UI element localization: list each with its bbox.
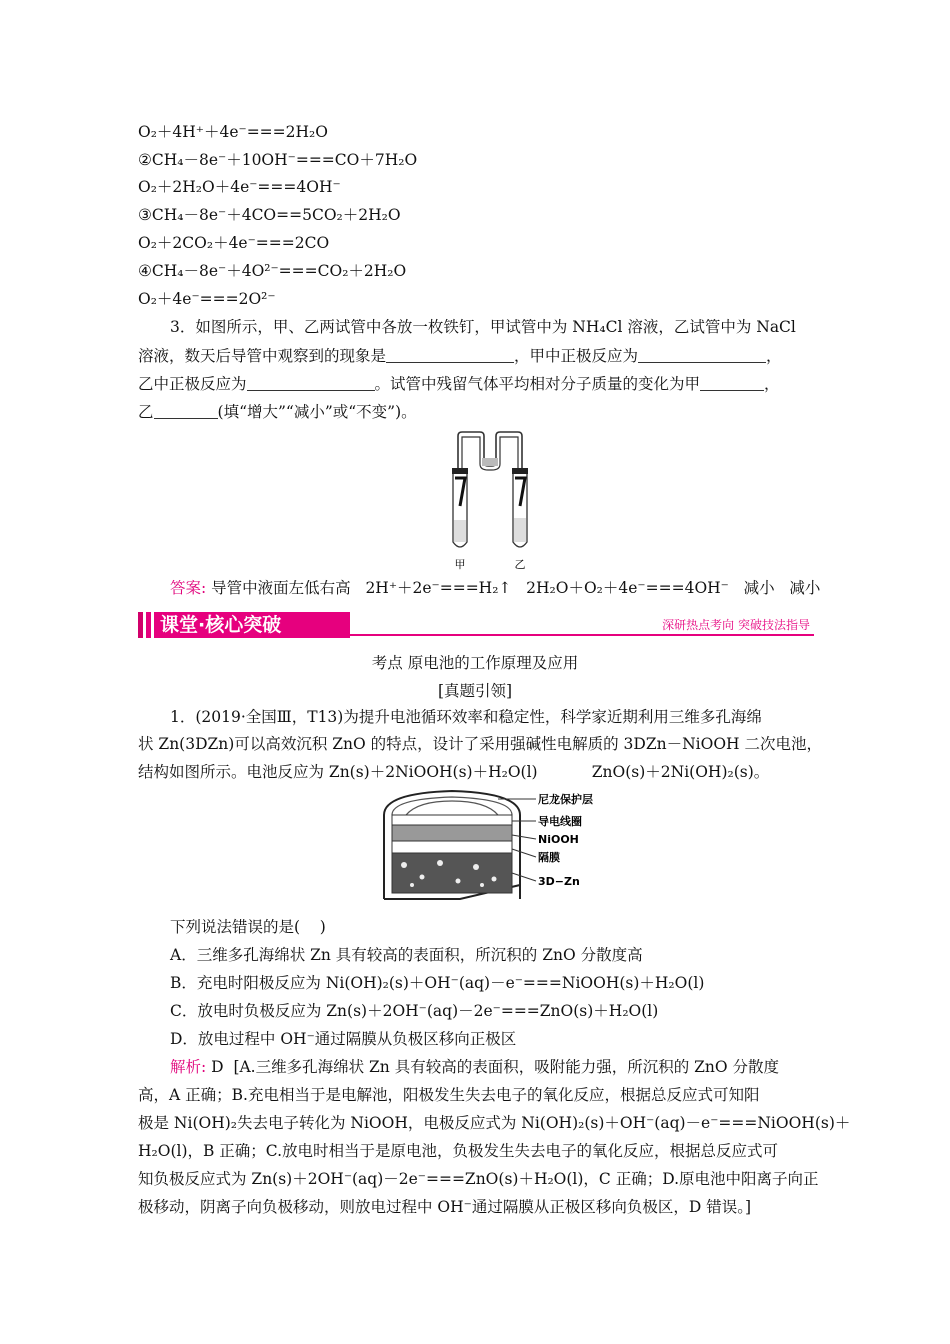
- banner-rule: [348, 634, 814, 636]
- section-title: 考点 原电池的工作原理及应用: [371, 654, 579, 672]
- answer-blank[interactable]: [700, 376, 764, 391]
- equation-line: ④CH₄－8e⁻＋4O²⁻===CO₂＋2H₂O: [138, 262, 407, 280]
- section-subtitle: [真题引领]: [437, 682, 513, 700]
- answer-label: 答案:: [170, 579, 207, 597]
- analysis-line: 知负极反应式为 Zn(s)＋2OH⁻(aq)－2e⁻===ZnO(s)＋H₂O(l)，C 正确；D.原电池中阳离子向正: [138, 1170, 819, 1188]
- banner-title: 课堂·核心突破: [154, 612, 350, 638]
- section-banner: [138, 612, 814, 638]
- equation-line: O₂＋2H₂O＋4e⁻===4OH⁻: [138, 178, 341, 196]
- answer-blank[interactable]: [247, 376, 375, 391]
- answer-line: [170, 578, 820, 598]
- option-a[interactable]: A．三维多孔海绵状 Zn 具有较高的表面积，所沉积的 ZnO 分散度高: [170, 946, 643, 964]
- fig-label: 尼龙保护层: [538, 793, 593, 806]
- fig-label: 隔膜: [538, 851, 560, 864]
- equation-line: O₂＋4e⁻===2O²⁻: [138, 290, 276, 308]
- banner-stripe: [146, 612, 151, 638]
- analysis-line: 解析: D [A.三维多孔海绵状 Zn 具有较高的表面积，吸附能力强，所沉积的 ZnO 分散度: [170, 1058, 780, 1076]
- answer-blank[interactable]: [154, 404, 218, 419]
- banner-subtitle: 深研热点考向 突破技法指导: [662, 618, 810, 632]
- equation-line: O₂＋2CO₂＋4e⁻===2CO: [138, 234, 330, 252]
- answer-text: 导管中液面左低右高 2H⁺＋2e⁻===H₂↑ 2H₂O＋O₂＋4e⁻===4OH⁻ 减小 减小: [206, 579, 821, 597]
- tube-label-yi: 乙: [514, 558, 526, 571]
- equation-line: ③CH₄－8e⁻＋4CO==5CO₂＋2H₂O: [138, 206, 401, 224]
- question-3-line: 乙中正极反应为 。试管中残留气体平均相对分子质量的变化为甲 ，: [138, 375, 780, 393]
- analysis-line: 极是 Ni(OH)₂失去电子转化为 NiOOH，电极反应式为 Ni(OH)₂(s)＋OH⁻(aq)－e⁻===NiOOH(s)＋: [138, 1114, 851, 1132]
- analysis-label: 解析:: [170, 1058, 207, 1076]
- answer-blank[interactable]: [638, 348, 766, 363]
- fig-label: 3D−Zn: [538, 875, 580, 888]
- option-d[interactable]: D．放电过程中 OH⁻通过隔膜从负极区移向正极区: [170, 1030, 517, 1048]
- question-3-line: 3．如图所示，甲、乙两试管中各放一枚铁钉，甲试管中为 NH₄Cl 溶液，乙试管中为 NaCl: [170, 318, 796, 336]
- test-tube-figure: [440, 428, 540, 574]
- option-b[interactable]: B．充电时阳极反应为 Ni(OH)₂(s)＋OH⁻(aq)－e⁻===NiOOH(s)＋H₂O(l): [170, 974, 705, 992]
- fig-label: NiOOH: [538, 833, 579, 846]
- battery-structure-figure: [378, 787, 608, 907]
- analysis-line: 极移动，阴离子向负极移动，则放电过程中 OH⁻通过隔膜从正极区移向负极区，D 错误。]: [138, 1198, 751, 1216]
- answer-blank[interactable]: [386, 348, 514, 363]
- question-1-line: 1．(2019·全国Ⅲ，T13)为提升电池循环效率和稳定性，科学家近期利用三维多孔海绵: [170, 708, 762, 726]
- question-1-line: 结构如图所示。电池反应为 Zn(s)＋2NiOOH(s)＋H₂O(l) ZnO(s)＋2Ni(OH)₂(s)。: [138, 763, 770, 781]
- option-c[interactable]: C．放电时负极反应为 Zn(s)＋2OH⁻(aq)－2e⁻===ZnO(s)＋H₂O(l): [170, 1002, 659, 1020]
- equation-line: ②CH₄－8e⁻＋10OH⁻===CO＋7H₂O: [138, 151, 418, 169]
- question-3-line: 溶液，数天后导管中观察到的现象是 ，甲中正极反应为 ，: [138, 347, 782, 365]
- analysis-line: 高，A 正确；B.充电相当于是电解池，阳极发生失去电子的氧化反应，根据总反应式可知阳: [138, 1086, 760, 1104]
- analysis-line: H₂O(l)，B 正确；C.放电时相当于是原电池，负极发生失去电子的氧化反应，根据总反应式可: [138, 1142, 779, 1160]
- question-1-prompt: 下列说法错误的是( ): [170, 918, 326, 936]
- question-1-line: 状 Zn(3DZn)可以高效沉积 ZnO 的特点，设计了采用强碱性电解质的 3DZn－NiOOH 二次电池，: [138, 735, 822, 753]
- equation-line: O₂＋4H⁺＋4e⁻===2H₂O: [138, 123, 328, 141]
- question-3-line: 乙 (填“增大”“减小”或“不变”)。: [138, 403, 417, 421]
- banner-stripe: [138, 612, 143, 638]
- tube-label-jia: 甲: [454, 558, 466, 571]
- fig-label: 导电线圈: [538, 815, 582, 828]
